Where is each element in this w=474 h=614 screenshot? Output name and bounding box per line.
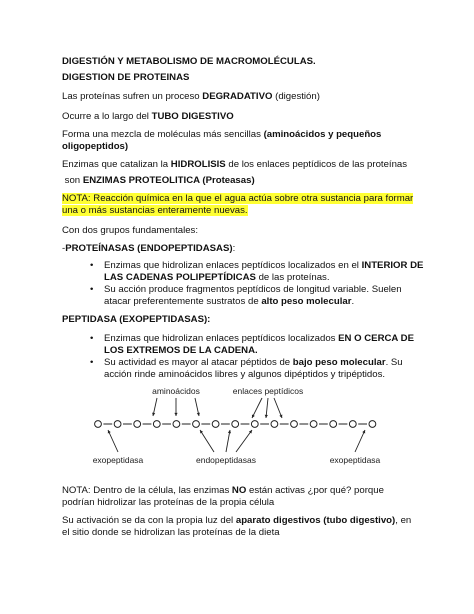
paragraph-mixture-line2: oligopeptidos) xyxy=(62,141,129,152)
label-peptide-bonds: enlaces peptídicos xyxy=(232,386,304,396)
list-item-continuation: acción rinde aminoácidos libres y algunos dipéptidos y tripéptidos. xyxy=(104,369,386,380)
paragraph-proteolytic: son ENZIMAS PROTEOLITICA (Proteasas) xyxy=(62,175,255,186)
paragraph-mixture: Forma una mezcla de moléculas más sencillas (aminoácidos y pequeños xyxy=(62,129,382,140)
list-item: • Enzimas que hidrolizan enlaces peptídicos localizados en el INTERIOR DE xyxy=(90,260,424,271)
bullet-dot: • xyxy=(90,357,94,368)
amino-acid-chain xyxy=(95,421,376,428)
arrow xyxy=(355,430,365,452)
amino-acid-residue xyxy=(173,421,180,428)
list-item-continuation: LAS CADENAS POLIPEPTÍDICAS de las proteínas. xyxy=(104,272,330,283)
label-exopeptidase-right: exopeptidasa xyxy=(329,455,381,465)
amino-acid-residue xyxy=(114,421,121,428)
arrow xyxy=(265,398,268,418)
amino-acid-residue xyxy=(330,421,337,428)
section-heading-peptidases: PEPTIDASA (EXOPEPTIDASAS): xyxy=(62,314,211,325)
note-inactive-enzymes-line2: podrían hidrolizar las proteínas de la propia célula xyxy=(62,497,275,508)
amino-acid-residue xyxy=(310,421,317,428)
bullet-dot: • xyxy=(90,260,94,271)
highlighted-note-line2: una o más sustancias enteramente nuevas. xyxy=(62,205,248,216)
section-heading-protein-digestion: DIGESTION DE PROTEINAS xyxy=(62,72,190,83)
paragraph-hydrolysis: Enzimas que catalizan la HIDROLISIS de los enlaces peptídicos de las proteínas xyxy=(62,159,408,170)
list-item: • Su acción produce fragmentos peptídicos de longitud variable. Suelen xyxy=(90,284,402,295)
amino-acid-residue xyxy=(369,421,376,428)
arrow xyxy=(174,398,177,416)
arrow xyxy=(236,430,252,452)
arrow xyxy=(152,398,157,416)
bullet-dot: • xyxy=(90,284,94,295)
paragraph-activation-line1: Su activación se da con la propia luz del aparato digestivos (tubo digestivo), en xyxy=(62,515,412,526)
label-endopeptidases: endopeptidasas xyxy=(195,455,257,465)
amino-acid-residue xyxy=(232,421,239,428)
amino-acid-residue xyxy=(291,421,298,428)
arrow xyxy=(108,430,118,452)
paragraph-activation-line2: el sitio donde se hidrolizan las proteínas de la dieta xyxy=(62,527,280,538)
list-item-continuation: LOS EXTREMOS DE LA CADENA. xyxy=(104,345,258,356)
arrow xyxy=(200,430,214,452)
paragraph-digestive-tube: Ocurre a lo largo del TUBO DIGESTIVO xyxy=(62,111,234,122)
amino-acid-residue xyxy=(251,421,258,428)
paragraph-two-groups: Con dos grupos fundamentales: xyxy=(62,225,198,236)
amino-acid-residue xyxy=(271,421,278,428)
arrow xyxy=(274,398,282,418)
arrow xyxy=(195,398,200,416)
amino-acid-residue xyxy=(95,421,102,428)
amino-acid-residue xyxy=(153,421,160,428)
label-exopeptidase-left: exopeptidasa xyxy=(92,455,144,465)
amino-acid-residue xyxy=(212,421,219,428)
label-aminoacids: aminoácidos xyxy=(152,386,200,396)
bullet-dot: • xyxy=(90,333,94,344)
paragraph-degradative: Las proteínas sufren un proceso DEGRADATIVO (digestión) xyxy=(62,91,320,102)
list-item-continuation: atacar preferentemente sustratos de alto peso molecular. xyxy=(104,296,355,307)
list-item: • Enzimas que hidrolizan enlaces peptídicos localizados EN O CERCA DE xyxy=(90,333,414,344)
arrow xyxy=(252,398,262,418)
amino-acid-residue xyxy=(193,421,200,428)
peptide-chain-diagram xyxy=(0,380,474,480)
arrow xyxy=(226,430,231,452)
highlighted-note-line1: NOTA: Reacción química en la que el agua actúa sobre otra sustancia para formar xyxy=(62,193,414,204)
amino-acid-residue xyxy=(134,421,141,428)
list-item: • Su actividad es mayor al atacar péptidos de bajo peso molecular. Su xyxy=(90,357,403,368)
note-inactive-enzymes-line1: NOTA: Dentro de la célula, las enzimas NO están activas ¿por qué? porque xyxy=(62,485,384,496)
section-heading-proteinases: -PROTEÍNASAS (ENDOPEPTIDASAS): xyxy=(62,243,236,254)
amino-acid-residue xyxy=(349,421,356,428)
document-title: DIGESTIÓN Y METABOLISMO DE MACROMOLÉCULAS. xyxy=(62,56,316,67)
